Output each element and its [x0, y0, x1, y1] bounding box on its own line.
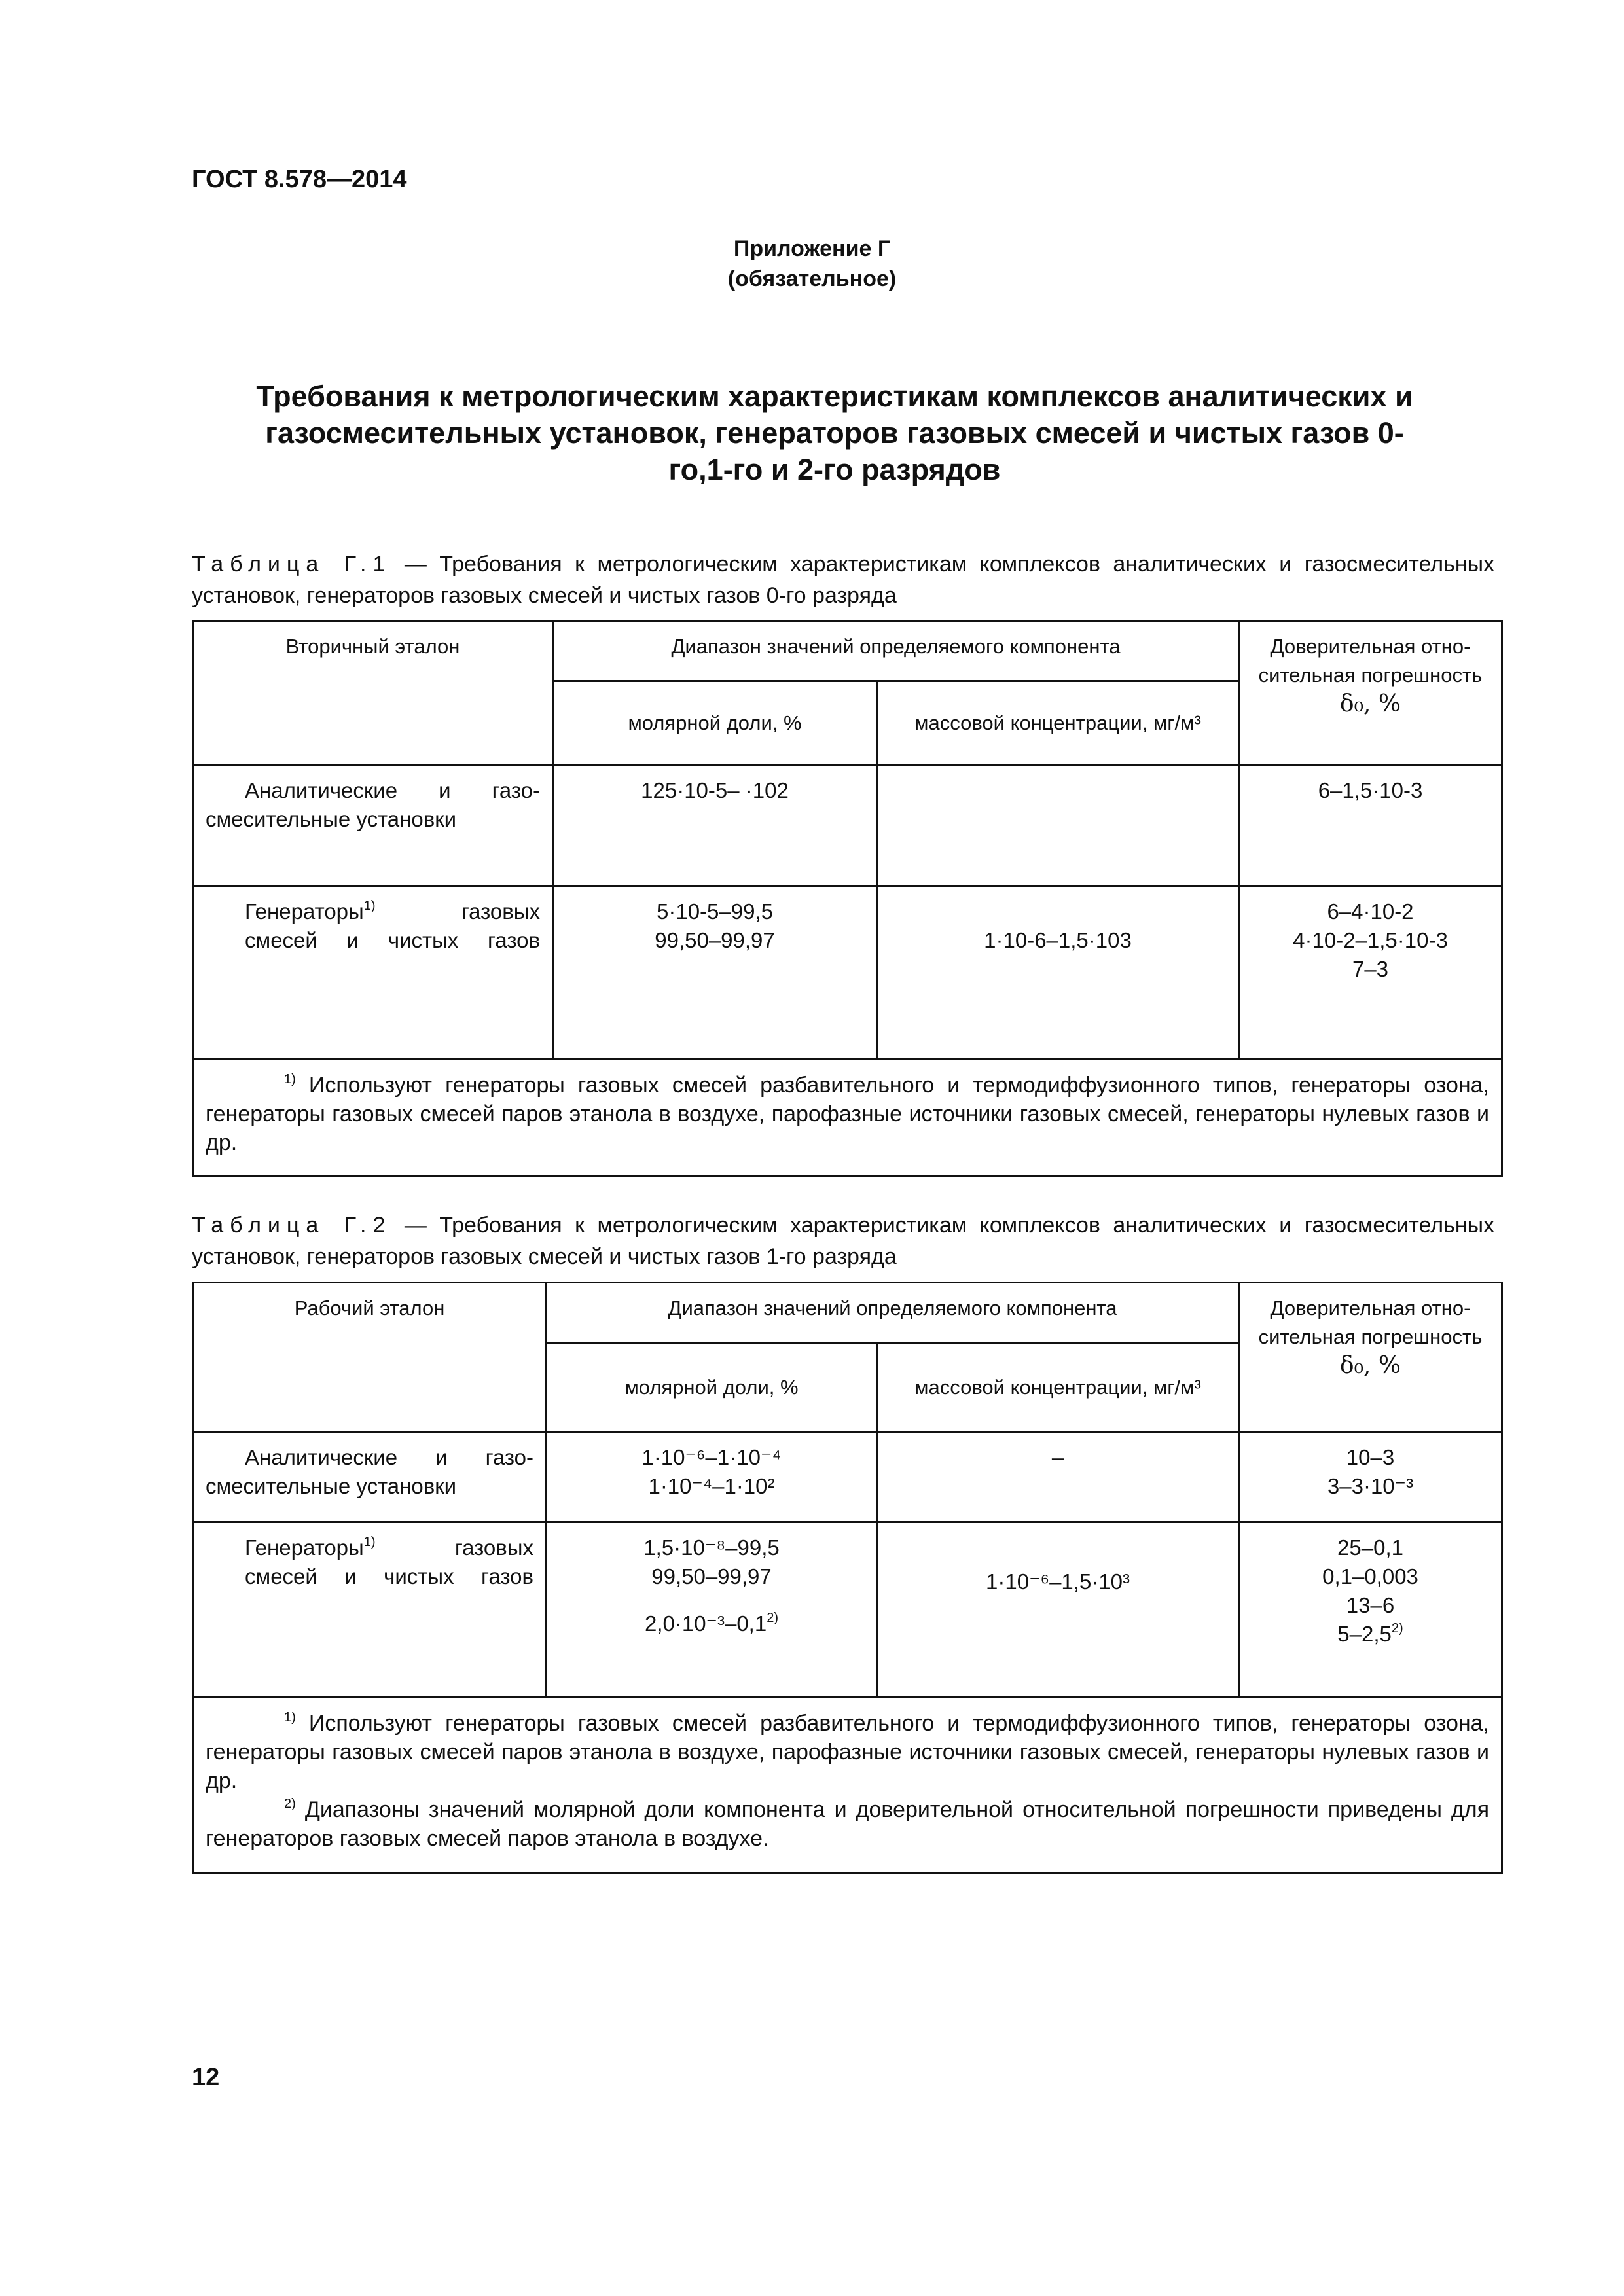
- table1-row2-molar-2: 99,50–99,97: [655, 928, 775, 952]
- table2-row2-mass: 1·10⁻⁶–1,5·10³: [877, 1522, 1239, 1698]
- table2-row2-molar-3: 2,0·10⁻³–0,1: [644, 1611, 767, 1636]
- table2-row2-error-2: 0,1–0,003: [1322, 1564, 1418, 1588]
- appendix-status: (обязательное): [727, 266, 897, 291]
- table2-footnote-1: [206, 1709, 1489, 1795]
- table-g1: [192, 620, 1503, 1177]
- document-header: ГОСТ 8.578—2014: [192, 166, 407, 193]
- table2-col-error-label: Доверительная относительная погрешность: [1258, 1297, 1483, 1348]
- table2-col-standard: Рабочий эталон: [193, 1283, 547, 1432]
- table1-row2-molar: [553, 886, 877, 1060]
- section-title: [183, 378, 1486, 488]
- table1-row1-mass: [877, 765, 1239, 886]
- table2-footnotes: [193, 1698, 1502, 1873]
- table2-row1-molar-2: 1·10⁻⁴–1·10²: [648, 1474, 775, 1498]
- section-title-line: газосмесительных установок, генераторов газовых смесей и чистых газов 0-: [265, 416, 1404, 450]
- table2-row2-name: [193, 1522, 547, 1698]
- table2-row1-name: Аналитические и газосмесительные установки: [193, 1432, 547, 1522]
- table2-row2-error-4: 5–2,5: [1337, 1622, 1392, 1646]
- table2-row1-molar: [547, 1432, 877, 1522]
- section-title-line: го,1-го и 2-го разрядов: [668, 453, 1001, 486]
- table1-row1-name: Аналитические и газосмесительные установки: [193, 765, 553, 886]
- table-row: [193, 886, 1502, 1060]
- table2-col-mass: массовой концентрации, мг/м³: [877, 1343, 1239, 1432]
- table1-col-error-label: Доверительная относительная погрешность: [1258, 635, 1483, 687]
- table2-row2-molar-2: 99,50–99,97: [651, 1564, 772, 1588]
- table2-caption-label: Таблица Г.2: [192, 1213, 392, 1238]
- footnote-marker: 1): [284, 1072, 296, 1086]
- table1-row2-name-a: Генераторы: [245, 899, 364, 924]
- table1-caption: [192, 548, 1494, 611]
- table1-row2-name-b: газовых смесей и чистых газов: [245, 899, 540, 952]
- table2-row1-error: [1239, 1432, 1502, 1522]
- footnote-marker: 2): [284, 1797, 296, 1811]
- table2-row1-mass: –: [877, 1432, 1239, 1522]
- table1-row2-error: [1239, 886, 1502, 1060]
- page-number: 12: [192, 2064, 220, 2091]
- table1-col-standard: Вторичный эталон: [193, 621, 553, 765]
- table1-footnote: [193, 1060, 1502, 1176]
- table-g2: [192, 1282, 1503, 1874]
- footnote-ref: 2): [1391, 1621, 1403, 1636]
- footnote-ref: 1): [363, 899, 376, 913]
- table1-col-mass: массовой концентрации, мг/м³: [877, 681, 1239, 765]
- table2-col-error: [1239, 1283, 1502, 1432]
- table1-col-error: [1239, 621, 1502, 765]
- table1-row2-molar-1: 5·10-5–99,5: [657, 899, 773, 924]
- table2-col-molar: молярной доли, %: [547, 1343, 877, 1432]
- table2-row1-molar-1: 1·10⁻⁶–1·10⁻⁴: [641, 1445, 782, 1469]
- table2-footnote-2-text: Диапазоны значений молярной доли компонента и доверительной относительной погрешности приведены для генераторов газовых смесей паров этанола в воздухе.: [206, 1797, 1489, 1851]
- table1-row2-error-3: 7–3: [1352, 957, 1389, 981]
- table1-row1-molar: 125·10-5– ·102: [553, 765, 877, 886]
- table1-caption-label: Таблица Г.1: [192, 552, 392, 577]
- table2-row2-error-3: 13–6: [1346, 1593, 1395, 1617]
- table2-row2-molar-1: 1,5·10⁻⁸–99,5: [643, 1535, 780, 1560]
- table1-col-range: Диапазон значений определяемого компонента: [553, 621, 1239, 681]
- table1-footnote-text: Используют генераторы газовых смесей разбавительного и термодиффузионного типов, генераторы озона, генераторы газовых смесей паров этанола в воздухе, парофазные источники газовых смесей, генераторы нулевых газов и др.: [206, 1073, 1489, 1155]
- table2-row1-error-1: 10–3: [1346, 1445, 1395, 1469]
- table-row: [193, 1432, 1502, 1522]
- table-row: [193, 1522, 1502, 1698]
- footnote-marker: 1): [284, 1710, 296, 1725]
- table1-col-molar: молярной доли, %: [553, 681, 877, 765]
- table2-row2-error-1: 25–0,1: [1337, 1535, 1403, 1560]
- appendix-title: Приложение Г: [733, 236, 891, 261]
- table1-row2-error-1: 6–4·10-2: [1327, 899, 1414, 924]
- table1-row2-name: [193, 886, 553, 1060]
- footnote-ref: 2): [767, 1611, 778, 1625]
- table1-row2-error-2: 4·10-2–1,5·10-3: [1293, 928, 1448, 952]
- table2-row1-error-2: 3–3·10⁻³: [1327, 1474, 1414, 1498]
- table1-col-error-symbol: δ₀, %: [1339, 691, 1401, 717]
- table2-caption: [192, 1210, 1494, 1272]
- table2-row2-name-a: Генераторы: [245, 1535, 364, 1560]
- footnote-ref: 1): [363, 1535, 376, 1549]
- table2-col-range: Диапазон значений определяемого компонента: [547, 1283, 1239, 1343]
- section-title-line: Требования к метрологическим характеристикам комплексов аналитических и: [256, 380, 1413, 413]
- table2-row2-name-b: газовых смесей и чистых газов: [245, 1535, 533, 1588]
- table1-caption-text: — Требования к метрологическим характеристикам комплексов аналитических и газосмесительных установок, генераторов газовых смесей и чистых газов 0-го разряда: [192, 552, 1495, 608]
- table2-row2-error: [1239, 1522, 1502, 1698]
- table1-row1-error: 6–1,5·10-3: [1239, 765, 1502, 886]
- table1-row2-mass: 1·10-6–1,5·103: [877, 886, 1239, 1060]
- table2-col-error-symbol: δ₀, %: [1339, 1352, 1401, 1379]
- table2-footnote-2: [206, 1795, 1489, 1853]
- table-row: [193, 765, 1502, 886]
- table2-caption-text: — Требования к метрологическим характеристикам комплексов аналитических и газосмесительных установок, генераторов газовых смесей и чистых газов 1-го разряда: [192, 1213, 1495, 1269]
- table2-footnote-1-text: Используют генераторы газовых смесей разбавительного и термодиффузионного типов, генераторы озона, генераторы газовых смесей паров этанола в воздухе, парофазные источники газовых смесей, генераторы нулевых газов и др.: [206, 1711, 1489, 1793]
- table2-row2-molar: [547, 1522, 877, 1698]
